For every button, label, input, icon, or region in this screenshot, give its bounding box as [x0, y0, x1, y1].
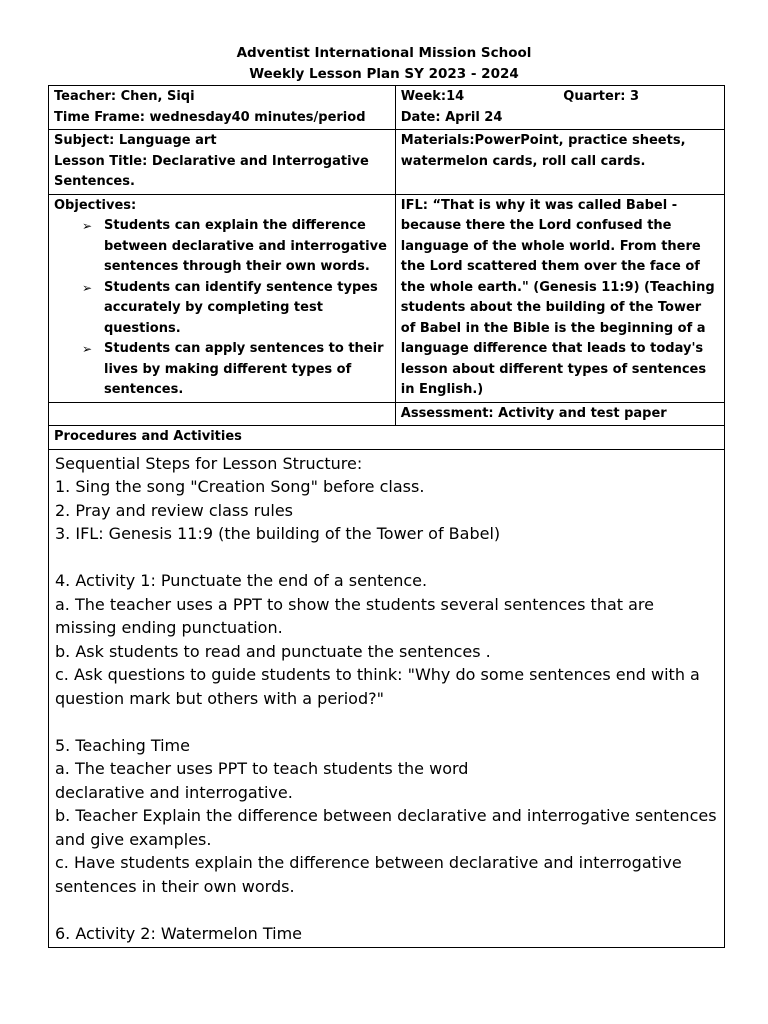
date: Date: April 24 [400, 109, 503, 125]
procedure-line: b. Ask students to read and punctuate the sentences . [55, 641, 491, 661]
assessment-cell [395, 402, 724, 426]
procedure-line: 5. Teaching Time [55, 735, 190, 755]
procedure-line: 6. Activity 2: Watermelon Time [55, 923, 302, 943]
objective-item: ➢ Students can explain the difference between declarative and interrogative sentences through their own words. [82, 218, 387, 274]
ifl-note: (Teaching students about the building of the Tower of Babel in the Bible is the beginning of a language difference that leads to today's lesson about different types of sentences in English.) [400, 279, 715, 397]
plan-title: Weekly Lesson Plan SY 2023 - 2024 [249, 66, 519, 82]
spacer [55, 898, 718, 922]
procedure-line: 2. Pray and review class rules [55, 500, 293, 520]
procedure-line: c. Ask questions to guide students to think: "Why do some sentences end with a question mark but others with a period?" [55, 665, 700, 708]
procedures-heading-row [49, 426, 725, 450]
lesson-plan-table [48, 85, 725, 948]
objectives-list [54, 216, 390, 401]
procedure-line: b. Teacher Explain the difference between declarative and interrogative sentences and give examples. [55, 806, 717, 849]
procedure-line: Sequential Steps for Lesson Structure: [55, 453, 363, 473]
arrow-bullet-icon: ➢ [82, 219, 93, 233]
arrow-bullet-icon: ➢ [82, 342, 93, 356]
spacer [55, 710, 718, 734]
objectives-heading: Objectives: [54, 197, 137, 213]
subject: Subject: Language art [54, 133, 217, 148]
objective-item: ➢ Students can apply sentences to their lives by making different types of sentences. [82, 341, 384, 397]
time-frame: Time Frame: wednesday40 minutes/period [54, 109, 366, 125]
empty-cell [49, 402, 396, 426]
objectives-cell [49, 194, 396, 402]
teacher: Teacher: Chen, Siqi [54, 89, 195, 104]
procedure-line: c. Have students explain the difference between declarative and interrogative sentences in their own words. [55, 853, 682, 896]
teacher-cell [49, 86, 396, 130]
procedures-row [49, 449, 725, 948]
procedures-heading: Procedures and Activities [49, 426, 725, 450]
week: Week:14 [400, 89, 465, 104]
school-name: Adventist International Mission School [236, 45, 532, 61]
spacer [55, 546, 718, 570]
procedures-cell [49, 449, 725, 948]
lesson-title: Lesson Title: Declarative and Interrogative Sentences. [54, 153, 369, 189]
procedure-line: a. The teacher uses a PPT to show the students several sentences that are missing ending punctuation. [55, 594, 654, 637]
info-row [49, 86, 725, 130]
materials-cell [395, 130, 724, 195]
subject-row [49, 130, 725, 195]
procedure-line: declarative and interrogative. [55, 782, 293, 802]
materials: Materials:PowerPoint, practice sheets, watermelon cards, roll call cards. [400, 133, 686, 169]
week-quarter-line [401, 87, 719, 108]
procedure-line: 4. Activity 1: Punctuate the end of a sentence. [55, 571, 428, 590]
procedure-line: 3. IFL: Genesis 11:9 (the building of the Tower of Babel) [55, 524, 501, 543]
week-cell [395, 86, 724, 130]
assessment-row [49, 402, 725, 426]
procedure-line: a. The teacher uses PPT to teach students the word [55, 759, 469, 778]
assessment: Assessment: Activity and test paper [400, 405, 667, 421]
quarter: Quarter: 3 [563, 89, 639, 104]
subject-cell [49, 130, 396, 195]
ifl-cell [395, 194, 724, 402]
objectives-row [49, 194, 725, 402]
ifl-verse: IFL: “That is why it was called Babel - because there the Lord confused the language of the whole world. From there the Lord scattered them over the face of the whole earth." (Genesis 11:9) [400, 197, 701, 295]
arrow-bullet-icon: ➢ [82, 280, 93, 295]
objective-item: ➢ Students can identify sentence types accurately by completing test questions. [82, 279, 378, 336]
procedure-line: 1. Sing the song "Creation Song" before class. [55, 477, 425, 496]
